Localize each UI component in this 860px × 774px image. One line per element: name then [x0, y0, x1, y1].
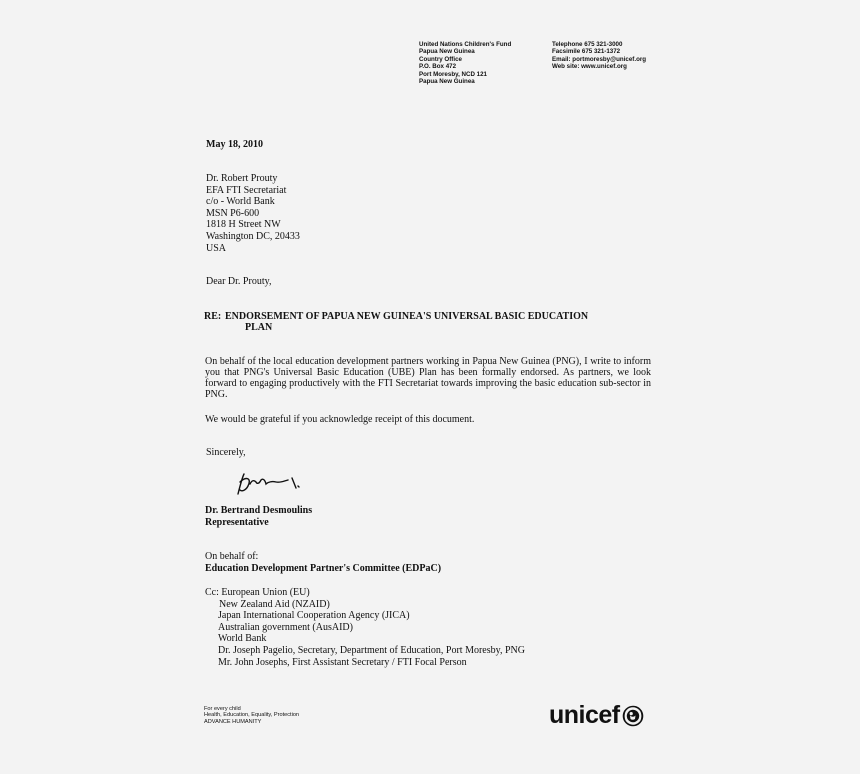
logo-wordmark: unicef	[549, 701, 620, 729]
cc-list	[205, 587, 525, 668]
letterhead-line: P.O. Box 472	[419, 63, 457, 71]
on-behalf-block	[205, 551, 441, 574]
letterhead-line: Papua New Guinea	[419, 78, 475, 86]
subject-line	[204, 311, 588, 323]
recipient-line: MSN P6-600	[206, 207, 260, 219]
cc-item: Mr. John Josephs, First Assistant Secretary / FTI Focal Person	[218, 656, 467, 668]
cc-item: Cc: European Union (EU)	[205, 587, 310, 598]
footer-line: Health, Education, Equality, Protection	[204, 712, 300, 719]
recipient-line: Dr. Robert Prouty	[206, 173, 278, 184]
footer-line: For every child	[204, 706, 241, 712]
contact-line: Telephone 675 321-3000	[552, 41, 623, 48]
recipient-line: USA	[206, 242, 227, 254]
contact-line: Facsimile 675 321-1372	[552, 48, 621, 56]
contact-line: Email: portmoresby@unicef.org	[552, 55, 647, 63]
unicef-logo	[549, 703, 644, 728]
cc-item: New Zealand Aid (NZAID)	[219, 598, 330, 610]
signer-title: Representative	[205, 516, 269, 528]
cc-item: Dr. Joseph Pagelio, Secretary, Department of Education, Port Moresby, PNG	[218, 644, 525, 656]
letter-date: May 18, 2010	[206, 139, 263, 150]
body-paragraph-1: On behalf of the local education development partners working in Papua New Guinea (PNG), I write to inform you that PNG's Universal Basic Education (UBE) Plan has been formally endorsed. As partners, we look forward to engaging productively with the FTI Secretariat towards improving the basic education sub-sector in PNG.	[205, 356, 651, 400]
letterhead-line: Port Moresby, NCD 121	[419, 70, 487, 78]
letterhead-contact	[552, 41, 646, 71]
recipient-address	[206, 173, 300, 254]
letterhead-line: United Nations Children's Fund	[419, 41, 512, 48]
letterhead-line: Country Office	[419, 55, 462, 63]
footer-tagline	[204, 706, 299, 725]
signer-block	[205, 505, 312, 528]
cc-item: Australian government (AusAID)	[218, 621, 353, 633]
body-paragraph-2: We would be grateful if you acknowledge receipt of this document.	[205, 414, 475, 425]
signer-name: Dr. Bertrand Desmoulins	[205, 505, 313, 516]
recipient-line: Washington DC, 20433	[206, 230, 300, 242]
signature-image	[230, 464, 310, 500]
unicef-emblem-icon	[622, 705, 644, 727]
recipient-line: 1818 H Street NW	[206, 219, 281, 231]
salutation: Dear Dr. Prouty,	[206, 276, 272, 287]
letterhead-line: Papua New Guinea	[419, 48, 475, 56]
contact-line: Web site: www.unicef.org	[552, 63, 627, 71]
cc-item: Japan International Cooperation Agency (JICA)	[218, 610, 410, 622]
footer-line: ADVANCE HUMANITY	[204, 718, 262, 725]
closing: Sincerely,	[206, 447, 246, 458]
subject-text: ENDORSEMENT OF PAPUA NEW GUINEA'S UNIVERSAL BASIC EDUCATION	[225, 311, 589, 322]
committee-name: Education Development Partner's Committee (EDPaC)	[205, 562, 442, 574]
recipient-line: EFA FTI Secretariat	[206, 184, 287, 196]
subject-continuation: PLAN	[245, 322, 273, 333]
letterhead-address	[419, 41, 511, 85]
cc-item: World Bank	[218, 633, 267, 645]
recipient-line: c/o - World Bank	[206, 196, 275, 208]
subject-label: RE:	[204, 311, 222, 322]
on-behalf-label: On behalf of:	[205, 551, 259, 562]
